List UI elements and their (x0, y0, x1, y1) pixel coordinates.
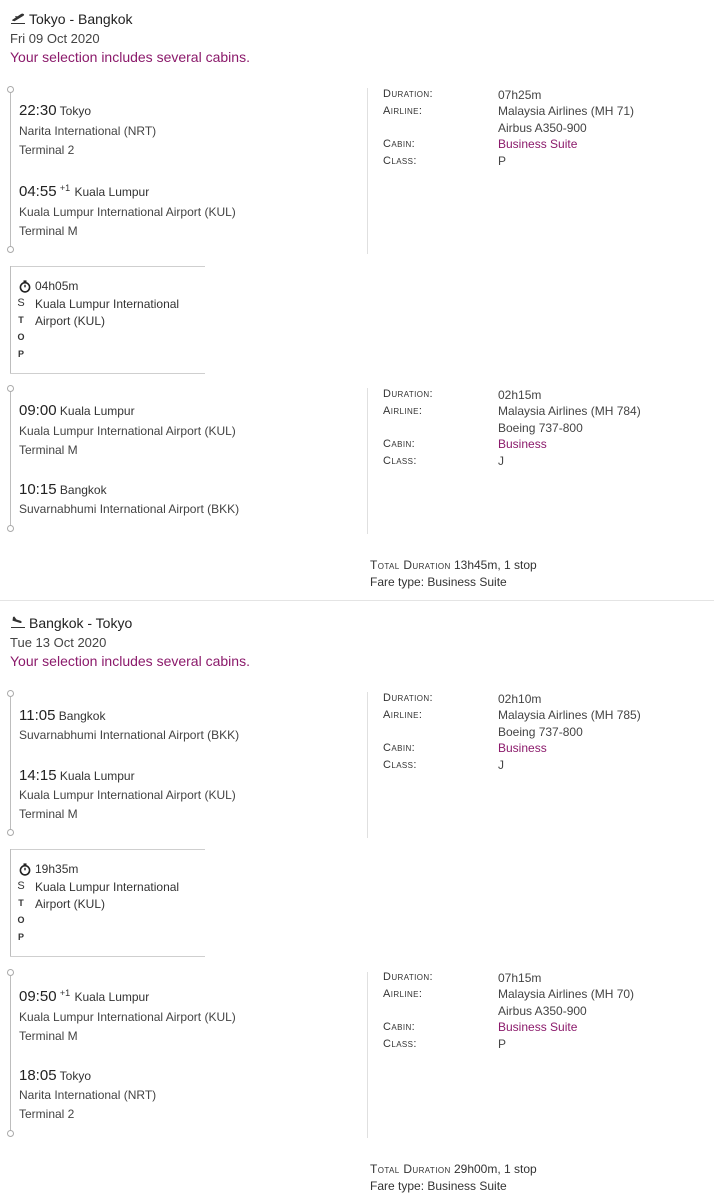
arrival-airport: Narita International (NRT) (19, 1088, 157, 1102)
aircraft-value: Boeing 737-800 (498, 421, 583, 435)
departure-time: 22:30 (19, 102, 57, 119)
duration-label: Duration: (383, 388, 434, 400)
cabin-label: Cabin: (383, 138, 416, 150)
stopwatch-icon (19, 863, 31, 876)
stop-letter: P (17, 349, 24, 359)
section-divider (0, 600, 714, 601)
details-divider (367, 692, 368, 838)
duration-label: Duration: (383, 971, 434, 983)
stop-duration: 04h05m (35, 279, 79, 293)
arrival-airport: Kuala Lumpur International Airport (KUL) (19, 205, 236, 219)
timeline-dot (7, 1130, 14, 1137)
fare-type: Fare type: Business Suite (370, 1179, 507, 1193)
timeline-dot (7, 246, 14, 253)
arrival-terminal: Terminal M (19, 224, 78, 238)
airline-label: Airline: (383, 988, 423, 1000)
cabin-notice: Your selection includes several cabins. (10, 49, 250, 65)
aircraft-value: Boeing 737-800 (498, 725, 583, 739)
details-divider (367, 972, 368, 1138)
stop-airport-line1: Kuala Lumpur International (35, 880, 180, 894)
departure-airport: Narita International (NRT) (19, 124, 157, 138)
duration-value: 02h10m (498, 692, 542, 706)
arrival-city: Bangkok (59, 483, 107, 497)
day-offset: +1 (59, 988, 71, 998)
stop-duration: 19h35m (35, 862, 79, 876)
departure-time-row (19, 102, 91, 119)
timeline-dot (7, 969, 14, 976)
cabin-label: Cabin: (383, 742, 416, 754)
arrival-city: Kuala Lumpur (74, 185, 150, 199)
stop-line (10, 266, 11, 374)
cabin-value: Business Suite (498, 137, 578, 151)
class-value: J (498, 758, 504, 772)
plane-takeoff-icon (10, 11, 26, 25)
details-divider (367, 88, 368, 254)
duration-value: 07h25m (498, 88, 542, 102)
stop-airport-line2: Airport (KUL) (35, 897, 106, 911)
departure-time: 09:00 (19, 402, 57, 419)
details-divider (367, 388, 368, 534)
airline-value: Malaysia Airlines (MH 70) (498, 987, 635, 1001)
cabin-value: Business Suite (498, 1020, 578, 1034)
departure-time-row (19, 707, 105, 724)
timeline-line (10, 392, 11, 527)
arrival-time: 10:15 (19, 481, 57, 498)
timeline-line (10, 93, 11, 248)
route-title: Tokyo - Bangkok (29, 11, 133, 27)
departure-time: 11:05 (19, 707, 56, 724)
arrival-time: 04:55 (19, 183, 57, 200)
departure-airport: Kuala Lumpur International Airport (KUL) (19, 1010, 236, 1024)
cabin-value: Business (498, 437, 547, 451)
total-duration (370, 558, 537, 572)
total-duration-label: Total Duration (370, 558, 451, 572)
class-label: Class: (383, 1038, 417, 1050)
arrival-city: Kuala Lumpur (59, 769, 135, 783)
route-title: Bangkok - Tokyo (29, 615, 133, 631)
arrival-city: Tokyo (59, 1069, 92, 1083)
stop-bottom-rule (10, 373, 205, 374)
stop-letter: S (17, 297, 25, 309)
stop-top-rule (10, 849, 205, 850)
departure-terminal: Terminal M (19, 443, 78, 457)
class-label: Class: (383, 455, 417, 467)
departure-airport: Kuala Lumpur International Airport (KUL) (19, 424, 236, 438)
departure-terminal: Terminal 2 (19, 143, 75, 157)
class-label: Class: (383, 155, 417, 167)
departure-city: Kuala Lumpur (74, 990, 150, 1004)
cabin-label: Cabin: (383, 438, 416, 450)
stop-airport-line2: Airport (KUL) (35, 314, 106, 328)
arrival-time-row (19, 1067, 91, 1084)
arrival-terminal: Terminal 2 (19, 1107, 75, 1121)
stop-top-rule (10, 266, 205, 267)
day-offset: +1 (59, 183, 71, 193)
stop-letter: P (17, 932, 24, 942)
aircraft-value: Airbus A350-900 (498, 1004, 587, 1018)
arrival-time-row (19, 183, 149, 200)
total-duration-label: Total Duration (370, 1162, 451, 1176)
cabin-value: Business (498, 741, 547, 755)
timeline-line (10, 976, 11, 1132)
departure-city: Bangkok (58, 709, 106, 723)
timeline-dot (7, 86, 14, 93)
class-value: P (498, 154, 507, 168)
class-value: P (498, 1037, 507, 1051)
stop-letter: T (18, 315, 24, 325)
stop-line (10, 849, 11, 957)
arrival-time-row (19, 767, 135, 784)
total-duration-value: 29h00m, 1 stop (453, 1162, 537, 1176)
departure-airport: Suvarnabhumi International Airport (BKK) (19, 728, 240, 742)
cabin-notice: Your selection includes several cabins. (10, 653, 250, 669)
timeline-dot (7, 385, 14, 392)
departure-time: 09:50 (19, 988, 57, 1005)
total-duration (370, 1162, 537, 1176)
arrival-time-row (19, 481, 107, 498)
arrival-time: 14:15 (19, 767, 57, 784)
arrival-terminal: Terminal M (19, 807, 78, 821)
flight-date: Fri 09 Oct 2020 (10, 31, 100, 46)
timeline-line (10, 697, 11, 831)
class-value: J (498, 454, 504, 468)
fare-type: Fare type: Business Suite (370, 575, 507, 589)
timeline-dot (7, 690, 14, 697)
stop-bottom-rule (10, 956, 205, 957)
plane-landing-icon (10, 615, 26, 629)
duration-label: Duration: (383, 88, 434, 100)
airline-label: Airline: (383, 709, 423, 721)
departure-city: Kuala Lumpur (59, 404, 135, 418)
departure-time-row (19, 402, 135, 419)
airline-value: Malaysia Airlines (MH 71) (498, 104, 635, 118)
arrival-airport: Kuala Lumpur International Airport (KUL) (19, 788, 236, 802)
timeline-dot (7, 525, 14, 532)
stop-airport-line1: Kuala Lumpur International (35, 297, 180, 311)
stop-letter: T (18, 898, 24, 908)
airline-value: Malaysia Airlines (MH 784) (498, 404, 641, 418)
departure-city: Tokyo (59, 104, 92, 118)
stop-letter: O (17, 332, 25, 342)
duration-value: 02h15m (498, 388, 542, 402)
aircraft-value: Airbus A350-900 (498, 121, 587, 135)
airline-label: Airline: (383, 405, 423, 417)
airline-label: Airline: (383, 105, 423, 117)
arrival-time: 18:05 (19, 1067, 57, 1084)
arrival-airport: Suvarnabhumi International Airport (BKK) (19, 502, 240, 516)
airline-value: Malaysia Airlines (MH 785) (498, 708, 641, 722)
total-duration-value: 13h45m, 1 stop (453, 558, 537, 572)
stop-letter: S (17, 880, 25, 892)
departure-time-row (19, 988, 149, 1005)
stopwatch-icon (19, 280, 31, 293)
timeline-dot (7, 829, 14, 836)
stop-letter: O (17, 915, 25, 925)
duration-label: Duration: (383, 692, 434, 704)
duration-value: 07h15m (498, 971, 542, 985)
class-label: Class: (383, 759, 417, 771)
flight-date: Tue 13 Oct 2020 (10, 635, 107, 650)
cabin-label: Cabin: (383, 1021, 416, 1033)
departure-terminal: Terminal M (19, 1029, 78, 1043)
